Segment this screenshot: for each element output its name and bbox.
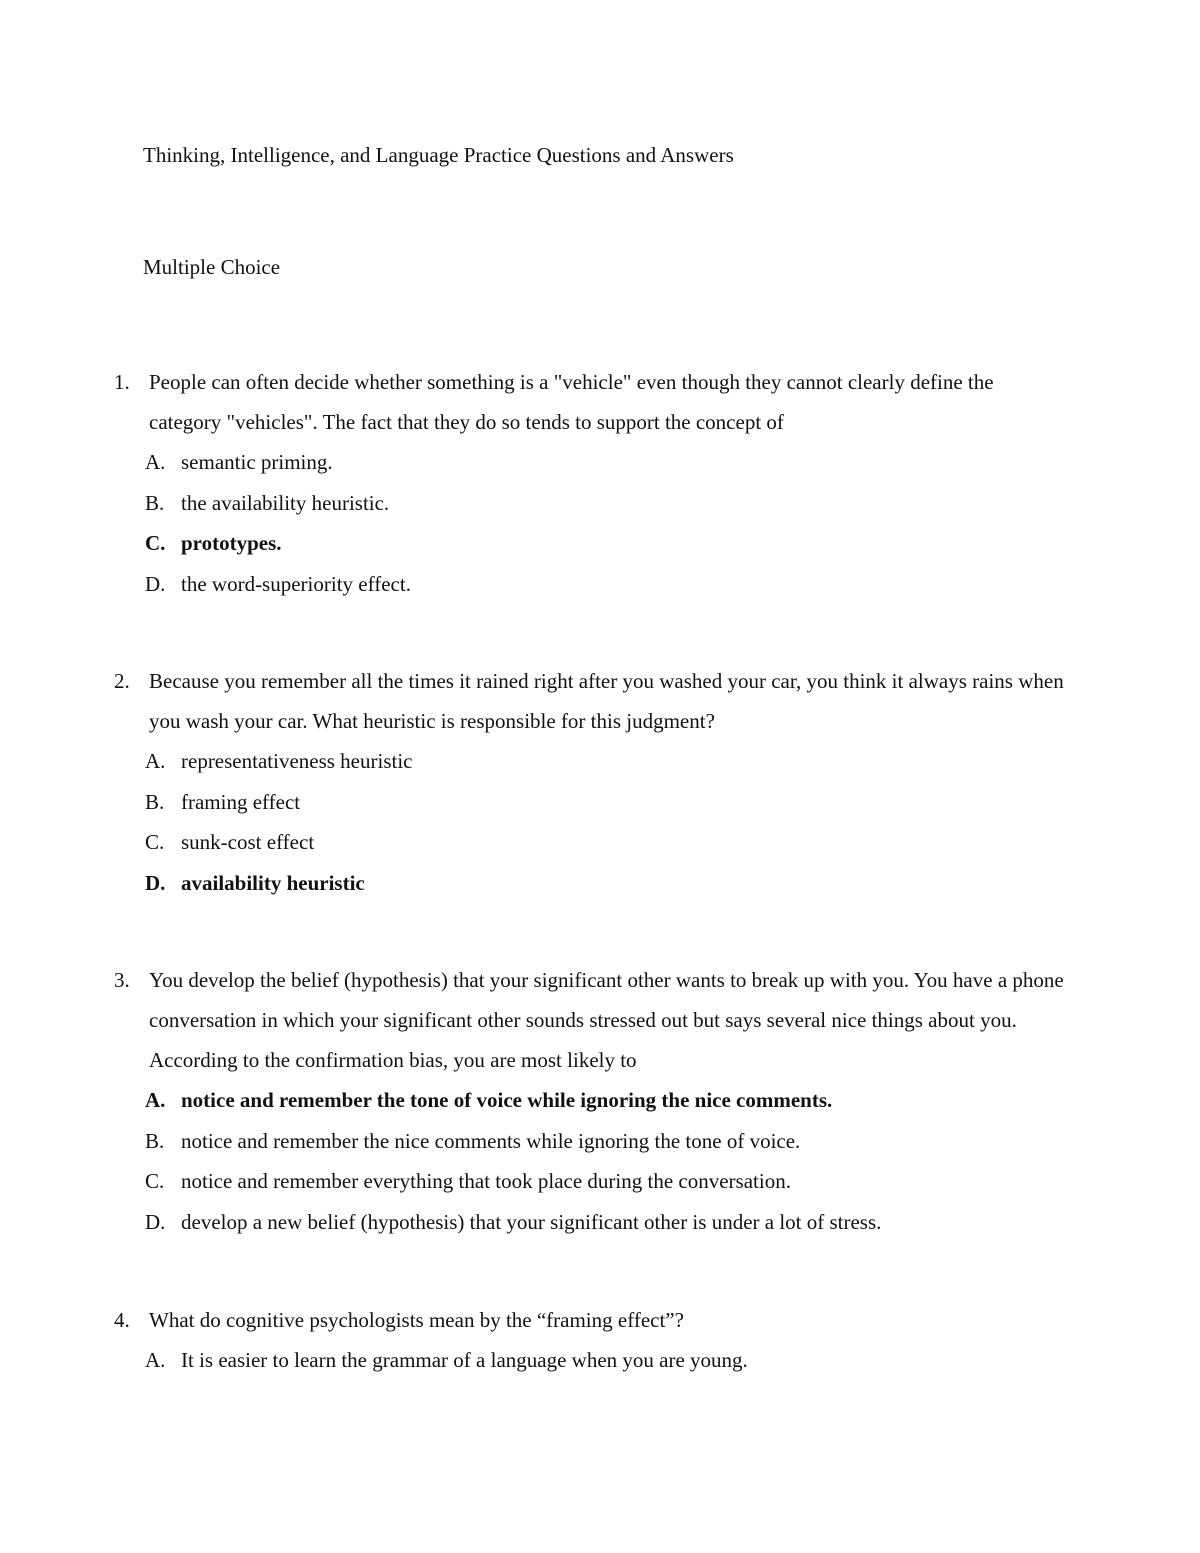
answer-option-correct <box>114 1080 1074 1121</box>
option-letter: A. <box>145 1088 166 1112</box>
question-number: 3. <box>114 968 130 992</box>
question-text: You develop the belief (hypothesis) that your significant other wants to break up with you. You have a phone conversation in which your significant other sounds stressed out but says several nice things about you. According to the confirmation bias, you are most likely to <box>149 968 1064 1072</box>
answer-option <box>114 1202 1074 1243</box>
option-text: It is easier to learn the grammar of a language when you are young. <box>181 1348 748 1372</box>
option-text: representativeness heuristic <box>181 749 413 773</box>
option-text: develop a new belief (hypothesis) that your significant other is under a lot of stress. <box>181 1209 882 1234</box>
answer-option <box>114 442 1074 483</box>
question-1 <box>114 362 1074 604</box>
question-stem <box>114 1300 1069 1340</box>
option-letter: D. <box>145 870 166 895</box>
option-letter: B. <box>145 1128 165 1153</box>
option-letter: C. <box>145 1169 165 1193</box>
answer-option <box>114 564 1074 605</box>
option-text: notice and remember everything that took place during the conversation. <box>181 1169 791 1193</box>
answer-option <box>114 1121 1074 1162</box>
question-number: 4. <box>114 1308 130 1332</box>
section-heading: Multiple Choice <box>143 255 281 279</box>
option-text: sunk-cost effect <box>181 830 315 854</box>
option-text: the word-superiority effect. <box>181 571 411 596</box>
option-text: the availability heuristic. <box>181 490 390 515</box>
option-text: notice and remember the nice comments while ignoring the tone of voice. <box>181 1128 801 1153</box>
option-letter: D. <box>145 571 166 596</box>
answer-option <box>114 741 1074 782</box>
option-text: availability heuristic <box>181 870 365 895</box>
option-letter: C. <box>145 531 166 555</box>
option-letter: A. <box>145 1348 166 1372</box>
question-number: 2. <box>114 669 130 693</box>
answer-option <box>114 1340 1074 1381</box>
answer-options <box>114 442 1074 604</box>
question-stem <box>114 661 1069 741</box>
answer-options <box>114 741 1074 903</box>
answer-options <box>114 1080 1074 1242</box>
question-3 <box>114 960 1074 1242</box>
question-number: 1. <box>114 370 130 394</box>
option-letter: B. <box>145 789 165 814</box>
option-text: notice and remember the tone of voice while ignoring the nice comments. <box>181 1088 833 1112</box>
option-letter: B. <box>145 490 165 515</box>
option-letter: A. <box>145 450 166 474</box>
question-4 <box>114 1300 1074 1381</box>
option-letter: A. <box>145 749 166 773</box>
answer-option <box>114 483 1074 524</box>
answer-option <box>114 782 1074 823</box>
answer-option-correct <box>114 863 1074 904</box>
option-letter: D. <box>145 1209 166 1234</box>
question-text: Because you remember all the times it rained right after you washed your car, you think it always rains when you wash your car. What heuristic is responsible for this judgment? <box>149 669 1064 733</box>
option-letter: C. <box>145 830 165 854</box>
answer-options <box>114 1340 1074 1381</box>
option-text: semantic priming. <box>181 450 333 474</box>
document-title: Thinking, Intelligence, and Language Practice Questions and Answers <box>143 143 734 167</box>
question-2 <box>114 661 1074 903</box>
option-text: framing effect <box>181 789 301 814</box>
option-text: prototypes. <box>181 531 282 555</box>
answer-option <box>114 1161 1074 1202</box>
question-text: People can often decide whether something is a "vehicle" even though they cannot clearly define the category "vehicles". The fact that they do so tends to support the concept of <box>149 370 994 434</box>
question-text: What do cognitive psychologists mean by the “framing effect”? <box>149 1308 684 1332</box>
answer-option <box>114 822 1074 863</box>
question-stem <box>114 362 1069 442</box>
answer-option-correct <box>114 523 1074 564</box>
question-stem <box>114 960 1069 1080</box>
